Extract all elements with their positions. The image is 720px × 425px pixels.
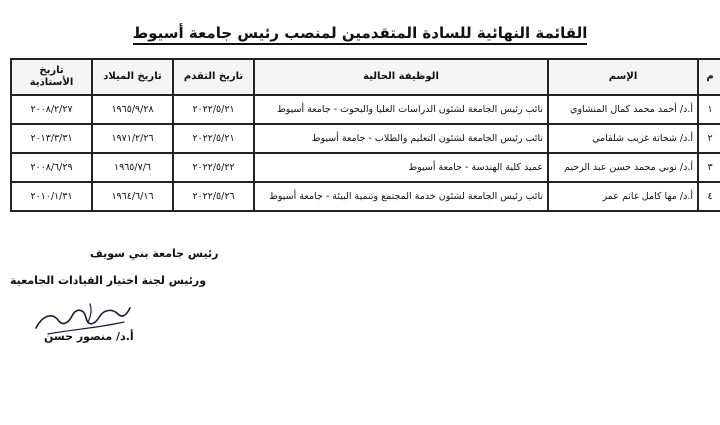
row-applied-date: ٢٠٢٢/٥/٢٢ bbox=[173, 153, 254, 182]
header-num: م bbox=[698, 59, 720, 95]
table-row bbox=[11, 124, 720, 153]
row-name: أ.د/ مها كامل غانم عمر bbox=[548, 182, 698, 211]
table-row bbox=[11, 153, 720, 182]
header-name: الإسم bbox=[548, 59, 698, 95]
row-num: ٤ bbox=[698, 182, 720, 211]
row-name: أ.د/ أحمد محمد كمال المنشاوي bbox=[548, 95, 698, 124]
row-birth-date: ١٩٦٥/٩/٢٨ bbox=[92, 95, 173, 124]
row-applied-date: ٢٠٢٢/٥/٢١ bbox=[173, 95, 254, 124]
row-job: نائب رئيس الجامعة لشئون الدراسات العليا والبحوث - جامعة أسيوط bbox=[254, 95, 548, 124]
row-professor-date: ٢٠٠٨/٢/٢٧ bbox=[11, 95, 92, 124]
signer-title-line2: ورئيس لجنة اختيار القيادات الجامعية bbox=[10, 274, 207, 287]
table-row bbox=[11, 95, 720, 124]
row-applied-date: ٢٠٢٢/٥/٢٦ bbox=[173, 182, 254, 211]
header-professor-date: تاريخ الأستاذية bbox=[11, 59, 92, 95]
signer-title-line1: رئيس جامعة بني سويف bbox=[90, 247, 219, 260]
signer-name: أ.د/ منصور حسن bbox=[44, 330, 134, 343]
candidates-table bbox=[10, 58, 720, 212]
table-header-row bbox=[11, 59, 720, 95]
row-professor-date: ٢٠٠٨/٦/٢٩ bbox=[11, 153, 92, 182]
row-name: أ.د/ نوبي محمد حسن عبد الرحيم bbox=[548, 153, 698, 182]
row-applied-date: ٢٠٢٢/٥/٢١ bbox=[173, 124, 254, 153]
row-num: ٢ bbox=[698, 124, 720, 153]
document-title-text: القائمة النهائية للسادة المتقدمين لمنصب رئيس جامعة أسيوط bbox=[133, 24, 588, 45]
table-row bbox=[11, 182, 720, 211]
row-job: نائب رئيس الجامعة لشئون التعليم والطلاب - جامعة أسيوط bbox=[254, 124, 548, 153]
row-birth-date: ١٩٦٤/٦/١٦ bbox=[92, 182, 173, 211]
row-job: نائب رئيس الجامعة لشئون خدمة المجتمع وتنمية البيئة - جامعة أسيوط bbox=[254, 182, 548, 211]
row-job: عميد كلية الهندسة - جامعة أسيوط bbox=[254, 153, 548, 182]
row-birth-date: ١٩٧١/٢/٢٦ bbox=[92, 124, 173, 153]
row-professor-date: ٢٠١٣/٣/٣١ bbox=[11, 124, 92, 153]
header-job: الوظيفة الحالية bbox=[254, 59, 548, 95]
row-num: ٣ bbox=[698, 153, 720, 182]
header-birth-date: تاريخ الميلاد bbox=[92, 59, 173, 95]
row-birth-date: ١٩٦٥/٧/٦ bbox=[92, 153, 173, 182]
document-title bbox=[0, 24, 720, 42]
row-professor-date: ٢٠١٠/١/٣١ bbox=[11, 182, 92, 211]
row-num: ١ bbox=[698, 95, 720, 124]
row-name: أ.د/ شحاتة غريب شلقامي bbox=[548, 124, 698, 153]
header-applied-date: تاريخ التقدم bbox=[173, 59, 254, 95]
